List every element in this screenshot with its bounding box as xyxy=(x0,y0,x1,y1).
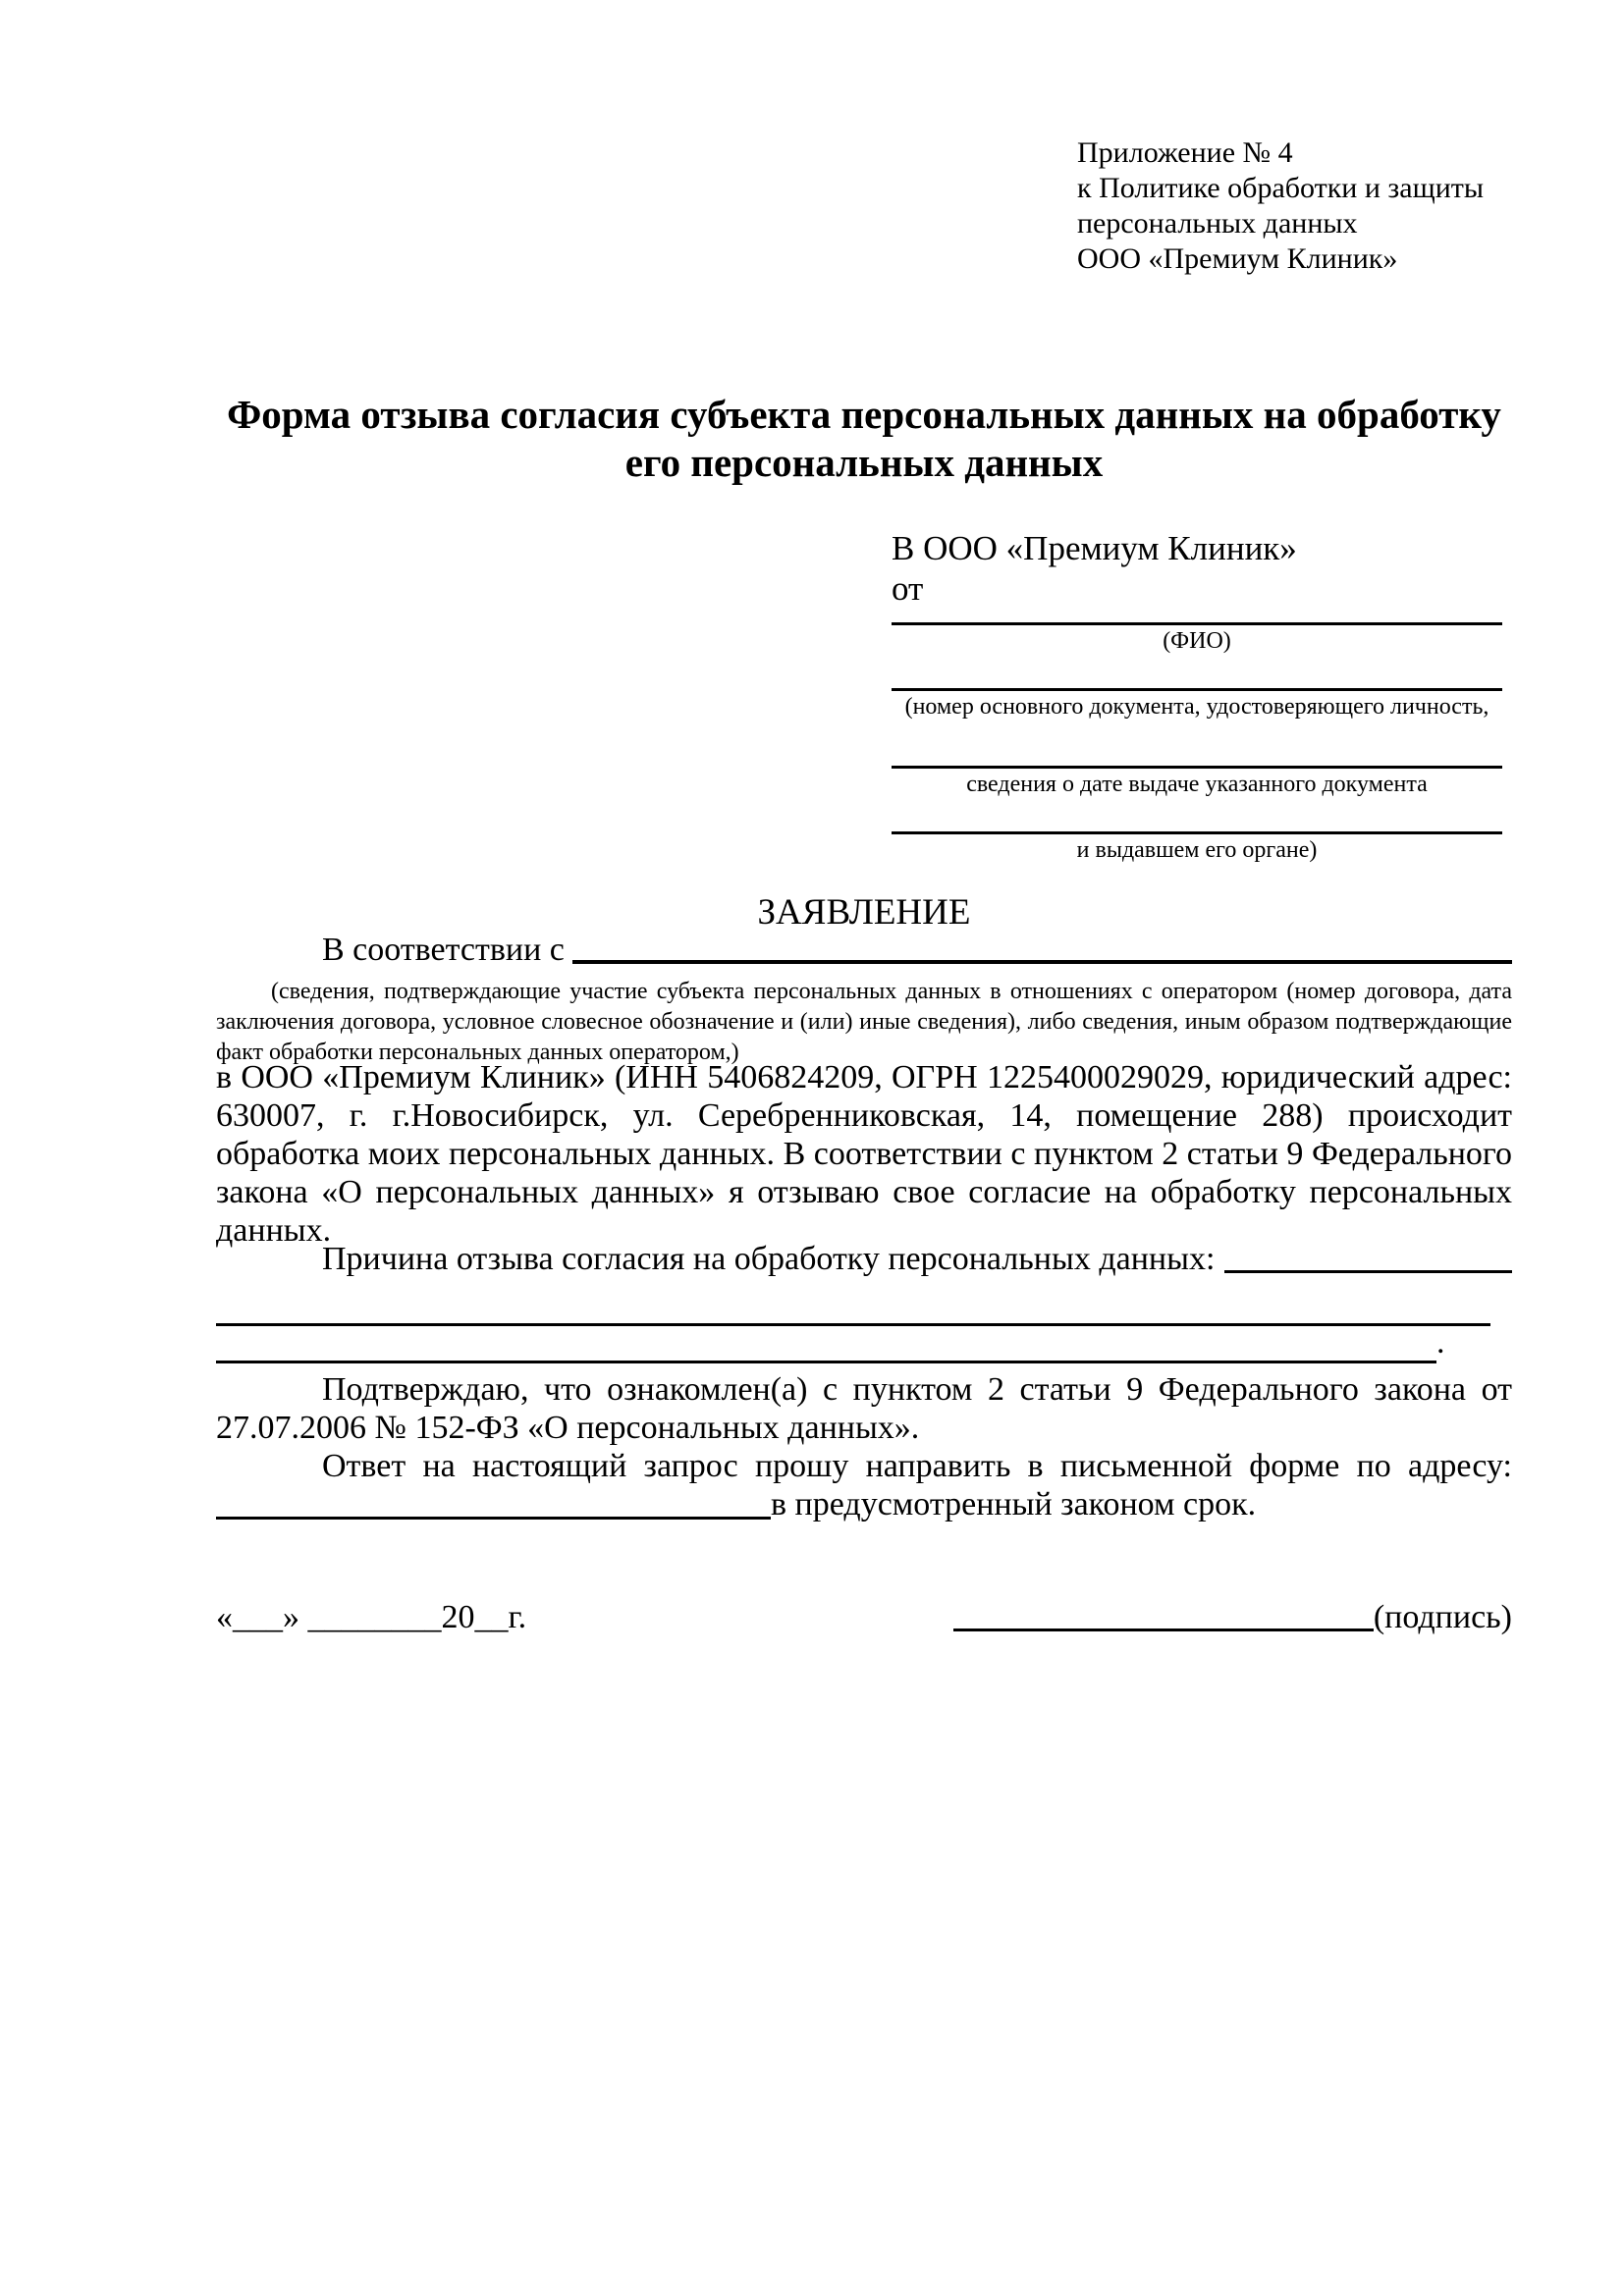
signature-row xyxy=(216,1598,1512,1636)
reason-blank-row-2-line xyxy=(216,1324,1436,1363)
reason-label: Причина отзыва согласия на обработку персональных данных: xyxy=(322,1241,1216,1277)
signature-blank-line xyxy=(953,1629,1374,1631)
reply-request-tail: в предусмотренный законом срок. xyxy=(771,1486,1257,1522)
accordance-prefix: В соответствии с xyxy=(322,932,565,968)
fio-caption: (ФИО) xyxy=(1163,628,1231,654)
reply-request-line: Ответ на настоящий запрос прошу направить в письменной форме по адресу: xyxy=(322,1448,1512,1484)
reason-blank-terminator: . xyxy=(1436,1324,1445,1361)
statement-heading: ЗАЯВЛЕНИЕ xyxy=(757,892,971,933)
accordance-line xyxy=(216,931,1512,969)
document-title: Форма отзыва согласия субъекта персональных данных на обработку его персональных данных xyxy=(227,392,1501,485)
reason-line xyxy=(216,1240,1512,1278)
date-blank: «___» ________20__г. xyxy=(216,1599,527,1635)
reply-address-blank-line xyxy=(216,1517,771,1520)
reason-blank-row-1 xyxy=(216,1286,1490,1326)
issue-date-blank-line xyxy=(892,721,1502,769)
issuer-blank-line xyxy=(892,798,1502,834)
issue-date-caption: сведения о дате выдаче указанного документа xyxy=(966,772,1428,797)
accordance-footnote: (сведения, подтверждающие участие субъекта персональных данных в отношениях с оператором (номер договора, дата заключения договора, условное словесное обозначение и (или) иные сведения), либо сведения, иным образом подтверждающие факт обработки персональных данных оператором,) xyxy=(216,979,1512,1065)
appendix-note xyxy=(1077,135,1519,277)
statement-body: в ООО «Премиум Клиник» (ИНН 5406824209, ОГРН 1225400029029, юридический адрес: 630007, г. г.Новосибирск, ул. Серебренниковская, 14, помещение 288) происходит обработка моих персональных данных. В соответствии с пунктом 2 статьи 9 Федерального закона «О персональных данных» я отзываю свое согласие на обработку персональных данных. xyxy=(216,1059,1512,1249)
signature-caption: (подпись) xyxy=(1373,1599,1512,1635)
identity-document-blank-line xyxy=(892,655,1502,691)
accordance-blank-line xyxy=(572,960,1512,964)
issuer-caption: и выдавшем его органе) xyxy=(1076,837,1318,863)
recipient-to: В ООО «Премиум Клиник» xyxy=(892,529,1297,567)
recipient-block xyxy=(892,528,1502,864)
appendix-note-line: Приложение № 4 xyxy=(1077,136,1293,169)
identity-document-caption: (номер основного документа, удостоверяющего личность, xyxy=(904,694,1489,720)
confirmation-paragraph: Подтверждаю, что ознакомлен(а) с пунктом 2 статьи 9 Федерального закона от 27.07.2006 № 152-ФЗ «О персональных данных». xyxy=(216,1371,1512,1446)
appendix-note-line: персональных данных xyxy=(1077,207,1358,240)
appendix-note-line: ООО «Премиум Клиник» xyxy=(1077,242,1398,275)
fio-blank-line xyxy=(892,609,1502,625)
appendix-note-line: к Политике обработки и защиты xyxy=(1077,172,1485,204)
reason-blank-line xyxy=(1224,1270,1512,1273)
reason-blank-row-2 xyxy=(216,1323,1512,1363)
reply-address-line xyxy=(216,1485,1512,1523)
recipient-from-label: от xyxy=(892,569,924,608)
